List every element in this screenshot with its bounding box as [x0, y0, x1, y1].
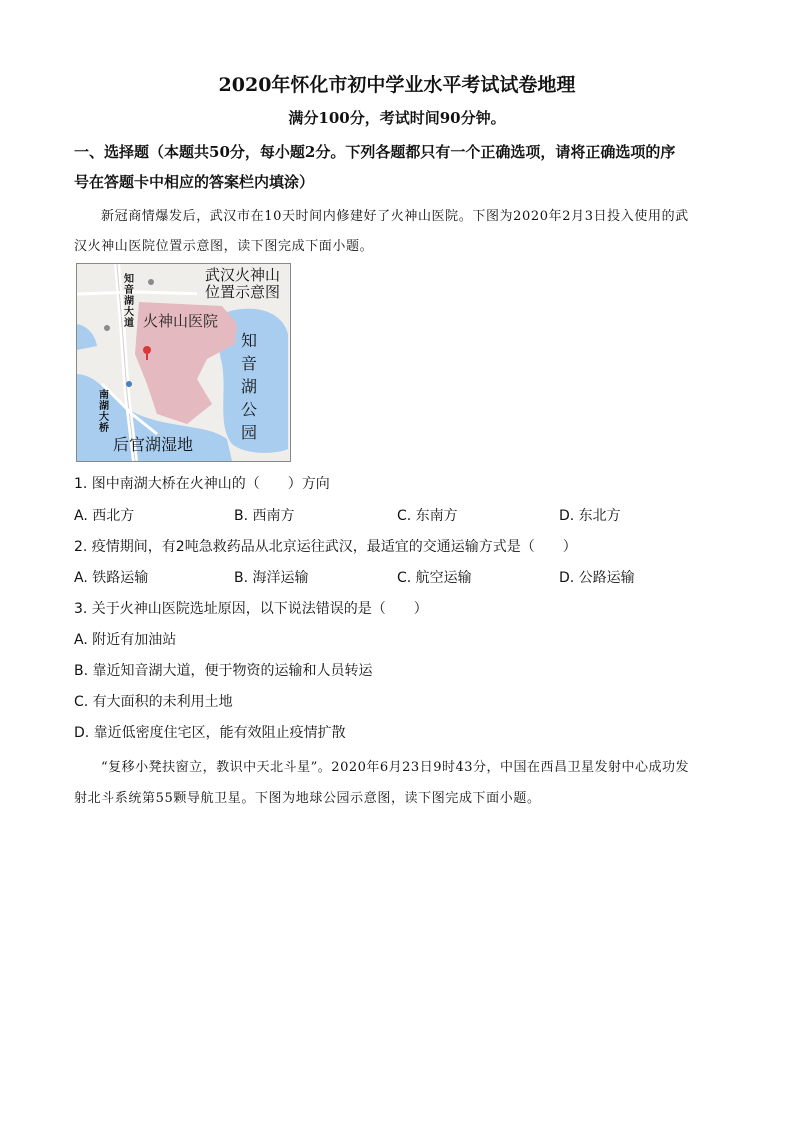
q2-option-b[interactable]: B. 海洋运输 [234, 570, 309, 586]
intro-paragraph-line2: 汉火神山医院位置示意图，读下图完成下面小题。 [74, 239, 374, 254]
exam-title: 2020年怀化市初中学业水平考试试卷地理 [218, 74, 576, 96]
exam-subtitle: 满分100分，考试时间90分钟。 [288, 109, 506, 127]
section-heading-line2: 号在答题卡中相应的答案栏内填涂） [74, 173, 315, 191]
intro2-paragraph-line1: “复移小凳扶窗立，教识中天北斗星”。2020年6月23日9时43分，中国在西昌卫星发射中心成功发 [101, 760, 690, 775]
q2-option-d[interactable]: D. 公路运输 [559, 570, 635, 586]
hospital-label: 火神山医院 [143, 312, 219, 330]
question-1-stem: 1. 图中南湖大桥在火神山的（ ）方向 [74, 476, 330, 492]
park-label: 知 音 湖 公 园 [241, 331, 258, 442]
q1-option-c[interactable]: C. 东南方 [397, 508, 458, 524]
question-2-stem: 2. 疫情期间，有2吨急救药品从北京运往武汉，最适宜的交通运输方式是（ ） [74, 539, 577, 555]
question-3-stem: 3. 关于火神山医院选址原因，以下说法错误的是（ ） [74, 601, 428, 617]
q3-option-b[interactable]: B. 靠近知音湖大道，便于物资的运输和人员转运 [74, 663, 373, 679]
q1-option-d[interactable]: D. 东北方 [559, 508, 621, 524]
intro-paragraph-line1: 新冠商情爆发后，武汉市在10天时间内修建好了火神山医院。下图为2020年2月3日投入使用的武 [101, 209, 689, 224]
q3-option-c[interactable]: C. 有大面积的未利用土地 [74, 694, 233, 710]
q3-option-a[interactable]: A. 附近有加油站 [74, 632, 177, 648]
q2-option-c[interactable]: C. 航空运输 [397, 570, 472, 586]
section-heading-line1: 一、选择题（本题共50分，每小题2分。下列各题都只有一个正确选项，请将正确选项的序 [74, 143, 676, 161]
q3-option-d[interactable]: D. 靠近低密度住宅区，能有效阻止疫情扩散 [74, 725, 346, 741]
huoshenshan-location-map [76, 263, 291, 462]
wetland-label: 后官湖湿地 [113, 435, 194, 454]
intro2-paragraph-line2: 射北斗系统第55颗导航卫星。下图为地球公园示意图，读下图完成下面小题。 [74, 791, 541, 806]
q1-option-a[interactable]: A. 西北方 [74, 508, 135, 524]
bridge-label: 南 湖 大 桥 [99, 390, 109, 434]
q1-option-b[interactable]: B. 西南方 [234, 508, 295, 524]
map-title-line1: 武汉火神山 [205, 266, 281, 284]
location-pin-icon [143, 346, 151, 354]
q2-option-a[interactable]: A. 铁路运输 [74, 570, 149, 586]
map-title-line2: 位置示意图 [205, 283, 281, 301]
gas-station-icon [126, 381, 132, 387]
road-label: 知 音 湖 大 道 [124, 274, 134, 329]
